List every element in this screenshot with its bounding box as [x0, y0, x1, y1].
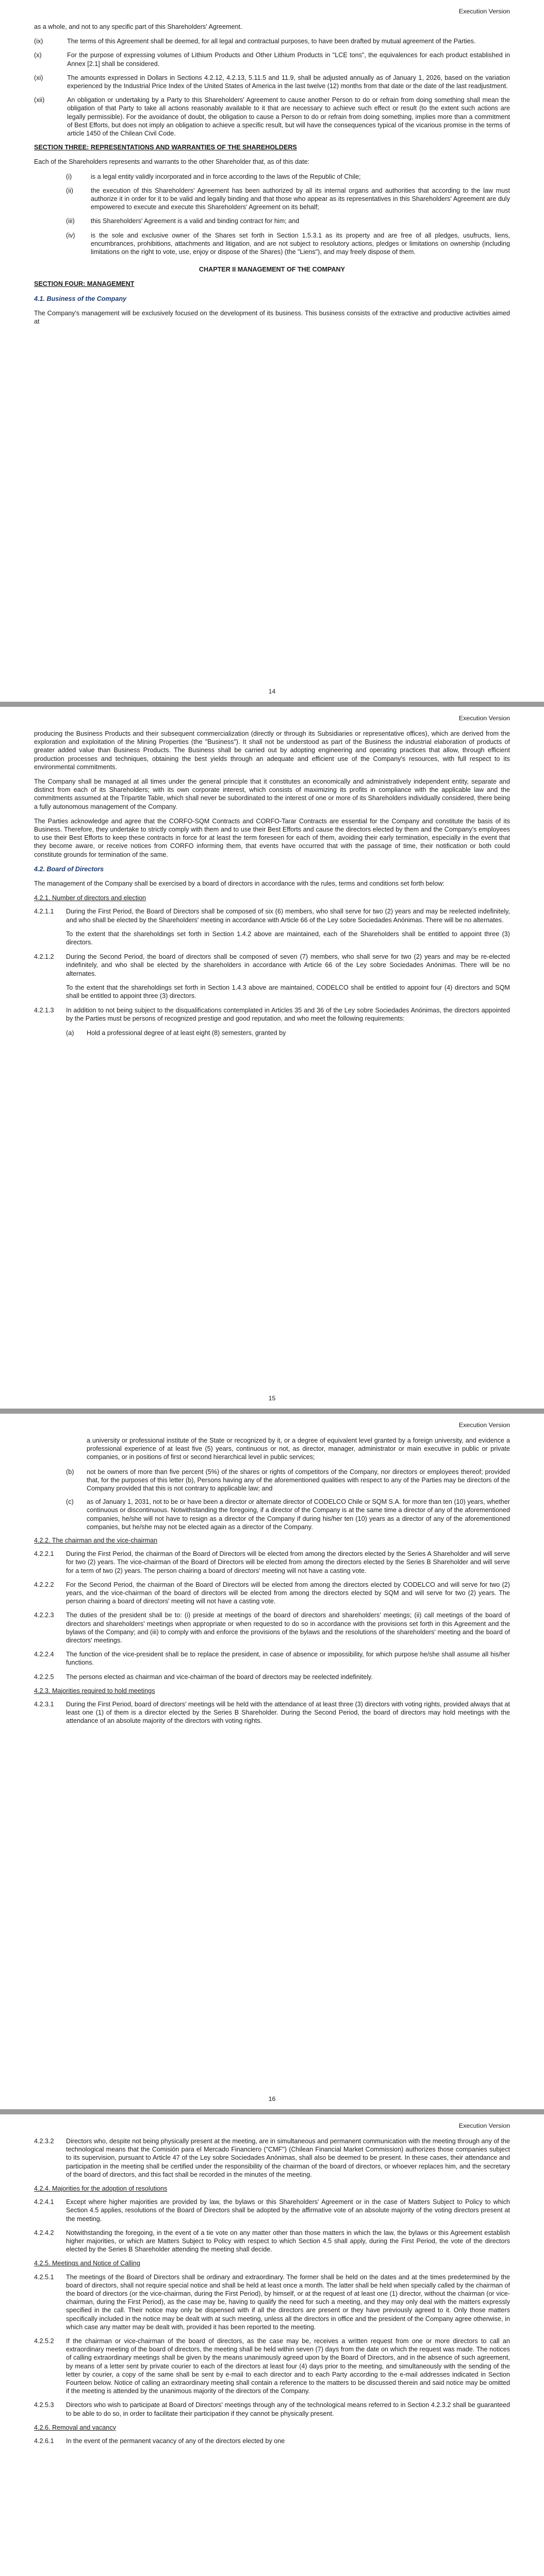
numbered-clause — [34, 2229, 510, 2254]
list-item — [34, 51, 510, 67]
clause-heading: 4.2.4. Majorities for the adoption of resolutions — [34, 2185, 168, 2193]
item-label: 4.2.4.2 — [34, 2229, 54, 2236]
paragraph: as a whole, and not to any specific part of this Shareholders' Agreement. — [34, 23, 242, 30]
item-text: as of January 1, 2031, not to be or have been a director or alternate director of CODELCO Chile or SQM S.A. for more than ten (10) years, whether continuous or discontinuous. Notwithstanding the foregoing, if a director of the Company is at the same time a director of any of the aforementioned companies, he/she will not have to resign as a director of the Company if during his/her ten (10) years as a director of any of the aforementioned companies, but he/she may not be elected again as a director of the Company. — [87, 1498, 510, 1531]
indented-paragraph: To the extent that the shareholdings set forth in Section 1.4.3 above are maintained, CODELCO shall be entitled to appoint four (4) directors and SQM shall be entitled to appoint three (3) directors. — [66, 984, 510, 1000]
item-label: 4.2.2.4 — [34, 1651, 54, 1658]
item-label: 4.2.2.5 — [34, 1673, 54, 1681]
numbered-clause — [34, 1006, 510, 1023]
paragraph: The Company shall be managed at all times under the general principle that it constitutes an economically and administratively independent entity, separate and distinct from each of its Shareholders; with its own corporate interest, which consists of maximizing its profits in compliance with the applicable law and the commitments assumed at the Tripartite Table, which shall never be subordinated to the interest of one or more of its Shareholders individually considered, there being a fully autonomous management of the Company. — [34, 778, 510, 810]
item-label: 4.2.4.1 — [34, 2198, 54, 2206]
list-item — [34, 173, 510, 181]
item-text: the execution of this Shareholders' Agreement has been authorized by all its internal organs and authorities that according to the law must authorize it in order for it to be valid and legally binding and that those who appear as its representatives in this Shareholders' Agreement are duly empowered to execute and execute this Shareholders' Agreement on its behalf; — [91, 187, 510, 211]
numbered-clause — [34, 2137, 510, 2179]
page-header: Execution Version — [458, 8, 510, 15]
item-label: (a) — [66, 1029, 74, 1037]
item-label: (b) — [66, 1468, 74, 1476]
item-label: 4.2.1.3 — [34, 1007, 54, 1014]
item-text: During the First Period, the Board of Directors shall be composed of six (6) members, who shall serve for two (2) years and may be reelected indefinitely, and who shall be elected by the Shareholders' meeting in accordance with Article 66 of the Ley sobre Sociedades Anónimas. There will be no alternates. — [66, 908, 510, 924]
item-text: In addition to not being subject to the disqualifications contemplated in Articles 35 and 36 of the Ley sobre Sociedades Anónimas, the directors appointed by the Parties must be persons of recognized prestige and good reputation, and who meet the following requirements: — [66, 1007, 510, 1023]
numbered-clause — [34, 2401, 510, 2417]
item-text: Directors who, despite not being physically present at the meeting, are in simultaneous and permanent communication with the meeting through any of the technological means that the Comisión para el Mercado Financiero ("CMF") (Chilean Financial Market Commission) authorizes those companies subject to its supervision, pursuant to Article 47 of the Ley sobre Sociedades Anónimas, shall also be deemed to be present. In these cases, their attendance and participation in the meeting shall be certified under the responsibility of the chairman of the board of directors, or whoever replaces him, and the secretary of the board of directors, and this fact shall be recorded in the minutes of the meeting. — [66, 2138, 510, 2178]
item-label: 4.2.5.1 — [34, 2273, 54, 2281]
paragraph: producing the Business Products and their subsequent commercialization (directly or through its Subsidiaries or representative offices), which are derived from the exploration and exploitation of the Mining Properties (the "Business"). It shall not be understood as part of the Business the industrial elaboration of products of greater added value than Business Products. The Business shall be carried out by adopting engineering and operating practices that allow, through efficient production processes and techniques, obtaining the best yields through an adequate and efficient use of the Company's resources, with full respect to its environmental commitments. — [34, 730, 510, 771]
chapter-heading: CHAPTER II MANAGEMENT OF THE COMPANY — [199, 266, 345, 274]
item-label: 4.2.3.1 — [34, 1701, 54, 1708]
section-heading: SECTION FOUR: MANAGEMENT — [34, 280, 135, 288]
paragraph: The management of the Company shall be exercised by a board of directors in accordance with the rules, terms and conditions set forth below: — [34, 880, 444, 888]
item-text: If the chairman or vice-chairman of the board of directors, as the case may be, receives a written request from one or more directors to call an extraordinary meeting of the board of directors, the meeting shall be held within seven (7) days from the date on which the request was made. The notices of calling extraordinary meetings shall be given by the means unanimously agreed upon by the Board of Directors, and in the absence of such agreement, by means of a letter sent by private courier to each of the directors at least four (4) days prior to the meeting, and simultaneously with the sending of the letter by courier, a copy of the same shall be sent by e-mail to each director and to each Party according to the e-mail addresses indicated in Section Fourteen below. Notice of calling an extraordinary meeting shall contain a reference to the matters to be discussed therein and said notice may be omitted if the meeting is attended by the unanimous majority of the directors of the Company. — [66, 2337, 510, 2395]
list-item — [34, 231, 510, 257]
numbered-clause — [34, 2337, 510, 2395]
item-label: (iii) — [66, 217, 75, 225]
numbered-clause — [34, 2198, 510, 2223]
numbered-clause — [34, 907, 510, 924]
item-text: The persons elected as chairman and vice-chairman of the board of directors may be reelected indefinitely. — [66, 1673, 373, 1681]
list-item — [34, 74, 510, 90]
item-label: 4.2.1.1 — [34, 908, 54, 916]
item-label: (iv) — [66, 231, 75, 239]
item-text: not be owners of more than five percent (5%) of the shares or rights of competitors of the Company, nor directors or employees thereof; provided that, for the purposes of this letter (b), Persons having any of the aforementioned qualities with respect to any of the Parties may be directors of the Company provided that this is not contrary to applicable law; and — [87, 1468, 510, 1493]
paragraph: The Company's management will be exclusively focused on the development of its business. This business consists of the extractive and productive activities aimed at — [34, 309, 510, 326]
numbered-clause — [34, 953, 510, 978]
item-label: 4.2.3.2 — [34, 2138, 54, 2145]
item-text: In the event of the permanent vacancy of any of the directors elected by one — [66, 2437, 285, 2445]
clause-heading: 4.2.6. Removal and vacancy — [34, 2424, 116, 2431]
item-label: (c) — [66, 1498, 74, 1506]
page-number: 14 — [268, 687, 276, 695]
clause-heading: 4.2.5. Meetings and Notice of Calling — [34, 2260, 140, 2267]
item-label: (xi) — [34, 74, 43, 81]
item-label: (x) — [34, 52, 42, 59]
item-label: 4.2.6.1 — [34, 2437, 54, 2445]
clause-heading: 4.2.1. Number of directors and election — [34, 894, 146, 902]
item-label: 4.2.1.2 — [34, 953, 54, 961]
item-text: Hold a professional degree of at least eight (8) semesters, granted by — [87, 1029, 286, 1037]
paragraph: The Parties acknowledge and agree that the CORFO-SQM Contracts and CORFO-Tarar Contracts are essential for the Company and constitute the basis of its Business. Therefore, they undertake to strictly comply with them and to use their Best Efforts and cause the directors elected by them and the Company's employees to use their Best Efforts to keep these contracts in force for at least the term foreseen for each of them, avoiding their early termination, especially in the event that they become aware, or receive notices from CORFO informing them, that events have occurred that with the passage of time, their notification or both could constitute grounds for termination of the same. — [34, 817, 510, 858]
subsection-heading: 4.1. Business of the Company — [34, 295, 127, 302]
numbered-clause — [34, 1700, 510, 1725]
item-label: 4.2.5.2 — [34, 2337, 54, 2345]
item-text: During the First Period, the chairman of the Board of Directors will be elected from among the directors elected by the Series A Shareholder and will serve for two (2) years. The vice-chairman of the Board of Directors will be elected from among the directors elected by the Series B Shareholder and will serve for a term of two (2) years. The person chairing a board of directors' meeting will not have a casting vote. — [66, 1550, 510, 1574]
numbered-clause — [34, 1611, 510, 1645]
item-label: 4.2.5.3 — [34, 2401, 54, 2409]
list-item — [34, 37, 510, 45]
item-label: 4.2.2.3 — [34, 1612, 54, 1619]
numbered-clause — [34, 2437, 510, 2445]
item-label: (ix) — [34, 38, 43, 45]
item-text: During the First Period, board of directors' meetings will be held with the attendance of at least three (3) directors with voting rights, provided always that at least one (1) of them is a director elected by the Series B Shareholder. During the Second Period, the board of directors may hold meetings with the attendance of an absolute majority of the directors with voting rights. — [66, 1701, 510, 1725]
lettered-item — [66, 1498, 510, 1531]
numbered-clause — [34, 1673, 510, 1681]
page — [0, 707, 544, 1409]
page — [0, 0, 544, 702]
item-label: (xii) — [34, 96, 45, 104]
page-header: Execution Version — [458, 1421, 510, 1429]
continued-paragraph: a university or professional institute of the State or recognized by it, or a degree of equivalent level granted by a foreign university, and evidence a professional experience of at least five (5) years, continuous or not, as director, manager, administrator or main executive in public or private companies, or in positions of first or second hierarchical level in public services; — [87, 1437, 510, 1461]
page-header: Execution Version — [458, 715, 510, 722]
item-text: Notwithstanding the foregoing, in the event of a tie vote on any matter other than those matters in which the law, the bylaws or this Agreement establish higher majorities, or which are Matters Subject to Policy with respect to which Section 4.5 shall apply, during the First Period, the vote of the directors elected by the Series B Shareholder attending the meeting shall decide. — [66, 2229, 510, 2253]
item-text: Except where higher majorities are provided by law, the bylaws or this Shareholders' Agreement or in the case of Matters Subject to Policy to which Section 4.5 applies, resolutions of the Board of Directors shall be adopted by the affirmative vote of an absolute majority of the voting directors present at the meeting. — [66, 2198, 510, 2223]
item-text: During the Second Period, the board of directors shall be composed of seven (7) members, who shall serve for two (2) years and may be re-elected indefinitely, and who shall be elected by the shareholders in accordance with Article 66 of the Ley sobre Sociedades Anónimas. There will be no alternates. — [66, 953, 510, 977]
item-label: (i) — [66, 173, 72, 180]
item-text: The meetings of the Board of Directors shall be ordinary and extraordinary. The former shall be held on the dates and at the times predetermined by the board of directors, shall not require special notice and shall be held at least once a month. The latter shall be held when specially called by the chairman of the board of directors (or the vice-chairman, during the First Period), by himself, or at the request of at least one (1) director, without the chairman (or vice-chairman, during the First Period), as the case may be, having to qualify the need for such a meeting, and they may only deal with the matters expressly specified in the call. Their notice may only be dispensed with if all the directors are present or they have previously agreed to it. Only those matters specifically included in the notice may be dealt with at such meeting, unless all the directors in office and the president of the Company agree otherwise, in which case any matter may be dealt with, provided it has been reported to the meeting. — [66, 2273, 510, 2331]
item-text: For the purpose of expressing volumes of Lithium Products and Other Lithium Products in "LCE tons", the equivalences for each product established in Annex [2.1] shall be considered. — [67, 52, 510, 67]
item-text: The duties of the president shall be to: (i) preside at meetings of the board of directors and shareholders' meetings; (ii) call meetings of the board of directors and shareholders' meetings when appropriate or when requested to do so in accordance with the provisions set forth in this Agreement and the bylaws of the Company; and (iii) to comply with and enforce the provisions of the bylaws and the resolutions of the shareholders' meeting and the board of directors' meetings. — [66, 1612, 510, 1645]
item-text: this Shareholders' Agreement is a valid and binding contract for him; and — [91, 217, 300, 225]
lettered-item — [66, 1029, 510, 1037]
indented-paragraph: To the extent that the shareholdings set forth in Section 1.4.2 above are maintained, each of the Shareholders shall be entitled to appoint three (3) directors. — [66, 930, 510, 946]
clause-heading: 4.2.3. Majorities required to hold meetings — [34, 1687, 155, 1694]
item-text: For the Second Period, the chairman of the Board of Directors will be elected from among the directors elected by CODELCO and will serve for two (2) years, and the vice-chairman of the board of directors will be elected from among the directors elected by SQM and will serve for two (2) years. The person chairing a board of directors' meeting will not have a casting vote. — [66, 1581, 510, 1605]
item-text: is the sole and exclusive owner of the Shares set forth in Section 1.5.3.1 as its property and are free of all pledges, usufructs, liens, encumbrances, prohibitions, attachments and litigation, and are not subject to resolutory actions, pledges or limitations on ownership (including limitations on the right to vote, use, enjoy or dispose of the Shares) (the "Liens"), and may freely dispose of them. — [91, 231, 510, 256]
section-heading: SECTION THREE: REPRESENTATIONS AND WARRANTIES OF THE SHAREHOLDERS — [34, 144, 297, 151]
numbered-clause — [34, 1550, 510, 1575]
subsection-heading: 4.2. Board of Directors — [34, 865, 104, 873]
page-header: Execution Version — [458, 2122, 510, 2129]
item-text: Directors who wish to participate at Board of Directors' meetings through any of the technological means referred to in Section 4.2.3.2 shall be guaranteed to be able to do so, in order to facilitate their participation if they cannot be physically present. — [66, 2401, 510, 2417]
page — [0, 2114, 544, 2576]
item-text: The function of the vice-president shall be to replace the president, in case of absence or impossibility, for which purpose he/she shall assume all his/her functions. — [66, 1651, 510, 1667]
paragraph: Each of the Shareholders represents and warrants to the other Shareholder that, as of this date: — [34, 158, 310, 166]
item-text: The amounts expressed in Dollars in Sections 4.2.12, 4.2.13, 5.11.5 and 11.9, shall be adjusted annually as of January 1, 2026, based on the variation experienced by the Industrial Price Index of the United States of America in the last twelve (12) months from that date or the date of the last readjustment. — [67, 74, 510, 90]
page — [0, 1414, 544, 2109]
item-text: An obligation or undertaking by a Party to this Shareholders' Agreement to cause another Person to do or refrain from doing something shall mean the obligation of that Party to take all actions reasonably available to it that are necessary to achieve such effect or result (to the extent such actions are legally permissible). For the avoidance of doubt, the obligation to cause a Person to do or refrain from doing something, implies more than a commitment of Best Efforts, but does not imply an obligation to achieve a specific result, but will have the consequences typical of the vicarious promise in the terms of article 1450 of the Chilean Civil Code. — [67, 96, 510, 138]
item-label: 4.2.2.2 — [34, 1581, 54, 1588]
page-number: 15 — [268, 1394, 276, 1402]
numbered-clause — [34, 2273, 510, 2331]
item-label: 4.2.2.1 — [34, 1550, 54, 1558]
clause-heading: 4.2.2. The chairman and the vice-chairman — [34, 1537, 158, 1545]
item-label: (ii) — [66, 187, 73, 194]
list-item — [34, 187, 510, 212]
item-text: The terms of this Agreement shall be deemed, for all legal and contractual purposes, to have been drafted by mutual agreement of the Parties. — [67, 38, 476, 45]
lettered-item — [66, 1468, 510, 1493]
numbered-clause — [34, 1581, 510, 1606]
page-number: 16 — [268, 2095, 276, 2103]
list-item — [34, 217, 510, 225]
numbered-clause — [34, 1650, 510, 1667]
item-text: is a legal entity validly incorporated and in force according to the laws of the Republic of Chile; — [91, 173, 361, 180]
list-item — [34, 96, 510, 138]
